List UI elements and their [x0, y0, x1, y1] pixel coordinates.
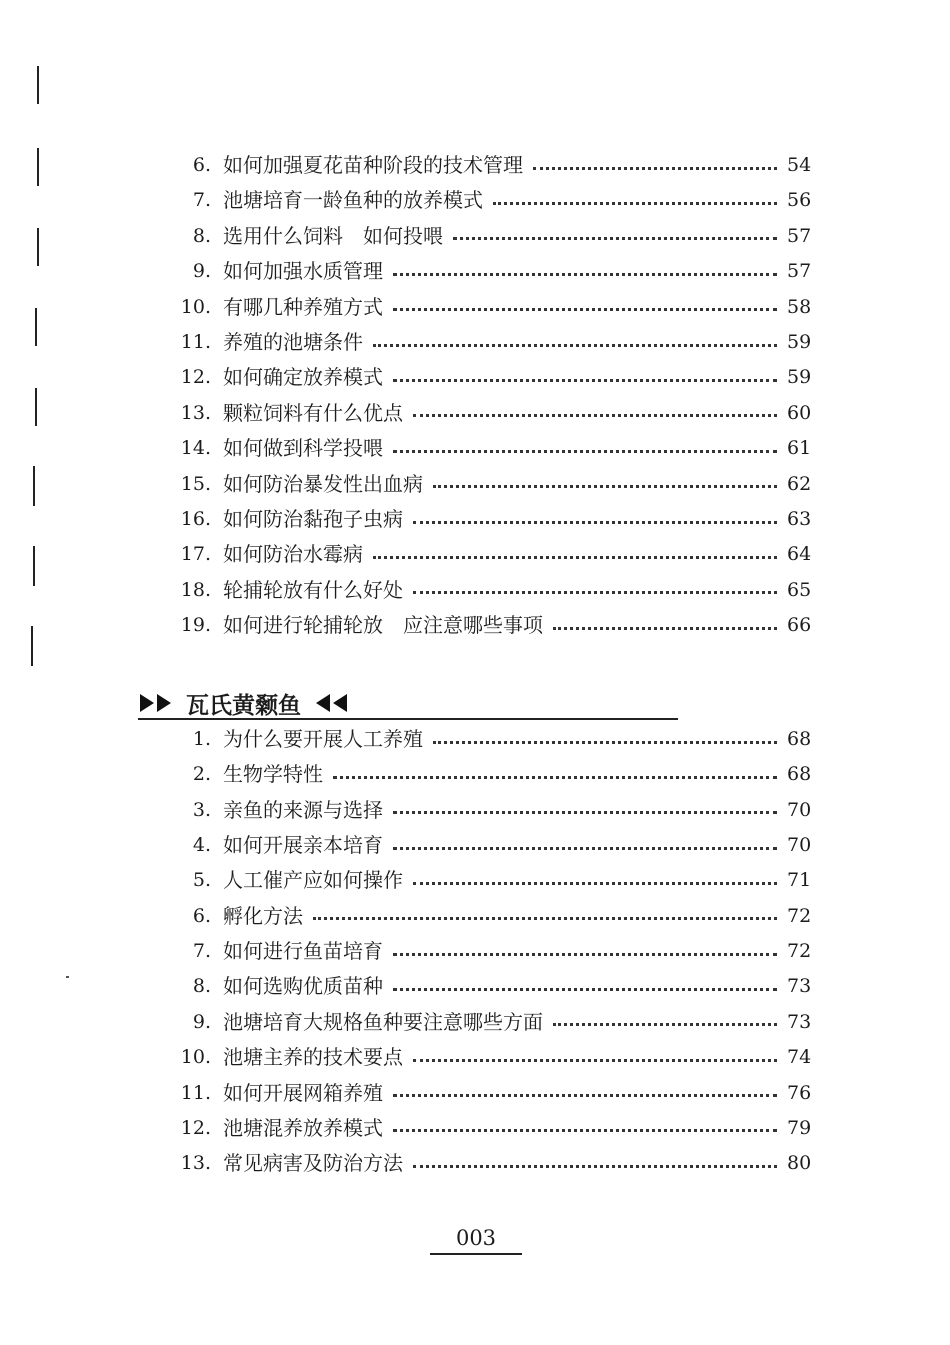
entry-page: 57 — [787, 224, 812, 247]
entry-number: 10. — [180, 1046, 211, 1069]
entry-page: 68 — [787, 763, 812, 786]
dot-leader — [373, 344, 777, 347]
entry-number: 8. — [192, 224, 211, 247]
entry-page: 74 — [787, 1046, 812, 1069]
dot-leader — [393, 1129, 777, 1132]
toc-entry — [175, 469, 815, 499]
dot-leader — [393, 450, 777, 453]
entry-title: 如何开展网箱养殖 — [223, 1080, 383, 1105]
dot-leader — [533, 167, 777, 170]
entry-number: 3. — [192, 798, 211, 821]
entry-number: 15. — [180, 472, 211, 495]
entry-title: 如何确定放养模式 — [223, 365, 383, 390]
entry-title: 轮捕轮放有什么好处 — [223, 577, 403, 602]
dot-leader — [313, 917, 777, 920]
arrow-right-icon — [157, 694, 171, 712]
arrow-left-icon — [316, 694, 330, 712]
entry-title: 池塘混养放养模式 — [223, 1115, 383, 1140]
entry-page: 71 — [787, 869, 812, 892]
toc-entry — [175, 1148, 815, 1178]
entry-title: 常见病害及防治方法 — [223, 1151, 403, 1176]
entry-page: 73 — [787, 1010, 812, 1033]
entry-page: 59 — [787, 366, 812, 389]
entry-number: 9. — [192, 260, 211, 283]
entry-page: 54 — [787, 154, 812, 176]
entry-number: 11. — [180, 1081, 211, 1104]
margin-mark — [37, 228, 39, 266]
toc-entry — [175, 759, 815, 789]
toc-entry — [175, 865, 815, 895]
toc-entry — [175, 362, 815, 392]
toc-entry — [175, 539, 815, 569]
entry-title: 如何开展亲本培育 — [223, 833, 383, 858]
entry-title: 如何防治水霉病 — [223, 542, 363, 567]
toc-entry — [175, 1042, 815, 1072]
dot-leader — [393, 1094, 777, 1097]
entry-title: 人工催产应如何操作 — [223, 868, 403, 893]
toc-entry — [175, 936, 815, 966]
toc-entry — [175, 971, 815, 1001]
toc-entry — [175, 221, 815, 251]
margin-mark — [33, 546, 35, 586]
heading-underline — [138, 718, 678, 720]
entry-number: 19. — [180, 614, 211, 637]
dot-leader — [493, 202, 777, 205]
entry-page: 59 — [787, 331, 812, 353]
dot-leader — [393, 988, 777, 991]
entry-page: 68 — [787, 728, 812, 750]
toc-entry — [175, 256, 815, 286]
section-title: 瓦氏黄颡鱼 — [186, 692, 301, 719]
entry-page: 76 — [787, 1081, 812, 1104]
entry-title: 为什么要开展人工养殖 — [223, 727, 423, 751]
margin-mark — [35, 308, 37, 346]
entry-title: 亲鱼的来源与选择 — [223, 797, 383, 822]
entry-number: 13. — [180, 1152, 211, 1175]
entry-page: 62 — [787, 472, 812, 495]
dot-leader — [453, 237, 777, 240]
dot-leader — [333, 776, 777, 779]
entry-page: 56 — [787, 189, 812, 212]
entry-title: 生物学特性 — [223, 762, 323, 787]
dot-leader — [373, 556, 777, 559]
scan-speck — [66, 976, 69, 978]
entry-number: 10. — [180, 295, 211, 318]
entry-number: 6. — [192, 154, 211, 176]
dot-leader — [413, 1165, 777, 1168]
arrow-left-icon — [333, 694, 347, 712]
entry-number: 18. — [180, 578, 211, 601]
toc-entry — [175, 1078, 815, 1108]
entry-number: 12. — [180, 1116, 211, 1139]
toc-entry — [175, 901, 815, 931]
margin-mark — [33, 466, 35, 506]
toc-entry — [175, 150, 815, 180]
entry-page: 65 — [787, 578, 812, 601]
entry-title: 如何进行轮捕轮放 应注意哪些事项 — [223, 613, 543, 638]
toc-entry — [175, 398, 815, 428]
toc-entry — [175, 795, 815, 825]
entry-page: 80 — [787, 1152, 812, 1175]
section-heading — [140, 686, 347, 720]
entry-title: 有哪几种养殖方式 — [223, 294, 383, 319]
entry-page: 66 — [787, 614, 812, 637]
entry-number: 1. — [192, 728, 211, 750]
margin-mark — [35, 388, 37, 426]
entry-number: 7. — [192, 189, 211, 212]
entry-title: 池塘主养的技术要点 — [223, 1045, 403, 1070]
toc-entry — [175, 1007, 815, 1037]
entry-title: 如何做到科学投喂 — [223, 436, 383, 461]
toc-entry — [175, 610, 815, 640]
entry-number: 16. — [180, 508, 211, 530]
toc-entry — [175, 185, 815, 215]
toc-entry — [175, 504, 815, 534]
entry-title: 如何加强水质管理 — [223, 259, 383, 284]
toc-entry — [175, 292, 815, 322]
entry-number: 12. — [180, 366, 211, 389]
entry-number: 8. — [192, 975, 211, 998]
entry-title: 池塘培育一龄鱼种的放养模式 — [223, 188, 483, 213]
toc-entry — [175, 724, 815, 754]
entry-page: 61 — [787, 437, 812, 460]
entry-title: 如何选购优质苗种 — [223, 974, 383, 999]
entry-number: 9. — [192, 1010, 211, 1033]
entry-number: 14. — [180, 437, 211, 460]
entry-page: 63 — [787, 508, 812, 530]
entry-page: 70 — [787, 798, 812, 821]
entry-number: 17. — [180, 543, 211, 566]
dot-leader — [413, 521, 777, 524]
entry-title: 养殖的池塘条件 — [223, 330, 363, 354]
entry-page: 79 — [787, 1116, 812, 1139]
dot-leader — [433, 485, 777, 488]
margin-mark — [37, 66, 39, 104]
entry-title: 如何进行鱼苗培育 — [223, 939, 383, 964]
dot-leader — [413, 414, 777, 417]
margin-mark — [31, 626, 33, 666]
entry-title: 孵化方法 — [223, 903, 303, 928]
page-number: 003 — [430, 1226, 522, 1255]
entry-page: 60 — [787, 401, 812, 424]
entry-title: 如何防治暴发性出血病 — [223, 471, 423, 496]
toc-entry — [175, 830, 815, 860]
entry-number: 11. — [180, 331, 211, 353]
dot-leader — [413, 882, 777, 885]
dot-leader — [393, 273, 777, 276]
entry-page: 72 — [787, 940, 812, 963]
entry-page: 72 — [787, 904, 812, 927]
entry-page: 73 — [787, 975, 812, 998]
dot-leader — [553, 627, 777, 630]
entry-number: 13. — [180, 401, 211, 424]
entry-number: 2. — [192, 763, 211, 786]
arrow-right-icon — [140, 694, 154, 712]
margin-mark — [37, 148, 39, 186]
dot-leader — [393, 811, 777, 814]
entry-number: 7. — [192, 940, 211, 963]
dot-leader — [413, 1059, 777, 1062]
toc-entry — [175, 575, 815, 605]
entry-page: 64 — [787, 543, 812, 566]
entry-title: 如何防治黏孢子虫病 — [223, 507, 403, 531]
toc-entry — [175, 433, 815, 463]
entry-title: 颗粒饲料有什么优点 — [223, 400, 403, 425]
dot-leader — [413, 591, 777, 594]
entry-page: 70 — [787, 834, 812, 857]
dot-leader — [393, 308, 777, 311]
dot-leader — [393, 847, 777, 850]
entry-number: 4. — [192, 834, 211, 857]
dot-leader — [553, 1023, 777, 1026]
entry-number: 6. — [192, 904, 211, 927]
entry-page: 58 — [787, 295, 812, 318]
toc-entry — [175, 1113, 815, 1143]
dot-leader — [393, 379, 777, 382]
entry-title: 选用什么饲料 如何投喂 — [223, 223, 443, 248]
dot-leader — [433, 741, 777, 744]
entry-title: 池塘培育大规格鱼种要注意哪些方面 — [223, 1009, 543, 1034]
toc-entry — [175, 327, 815, 357]
entry-page: 57 — [787, 260, 812, 283]
entry-title: 如何加强夏花苗种阶段的技术管理 — [223, 153, 523, 177]
dot-leader — [393, 953, 777, 956]
entry-number: 5. — [192, 869, 211, 892]
